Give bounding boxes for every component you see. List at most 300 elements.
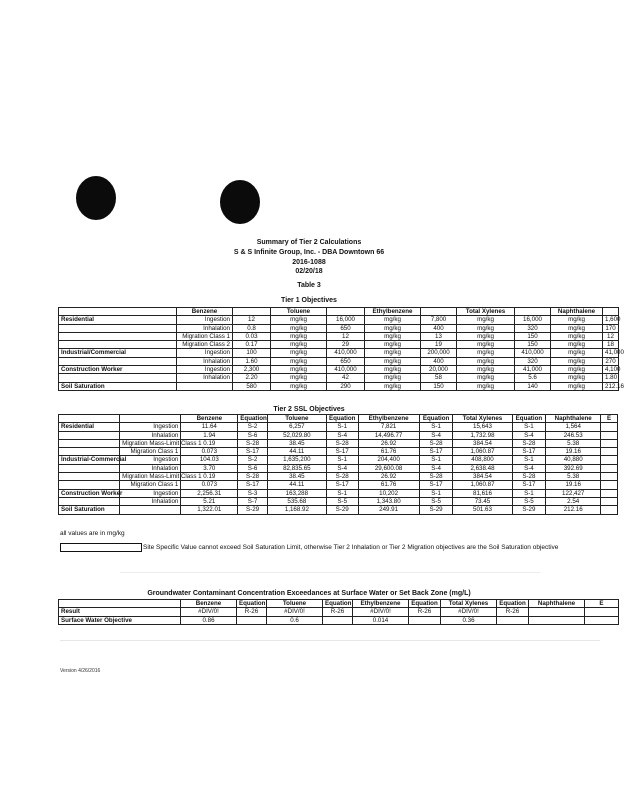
tier1-cell: 212.16 [603,382,619,390]
tier2-cell [601,473,618,481]
gw-cell: #DIV/0! [267,608,323,616]
tier2-cell [59,464,120,472]
tier2-cell: S-1 [419,489,453,497]
gw-cell: 0.6 [267,616,323,624]
tier2-cell: S-28 [238,439,268,447]
gw-header-cell: Total Xylenes [441,600,497,608]
tier2-cell: 82,835.65 [267,464,326,472]
tier2-cell [601,481,618,489]
tier2-cell: 52,029.80 [267,431,326,439]
tier1-cell: mg/kg [365,341,421,349]
gw-cell: Surface Water Objective [59,616,181,624]
tier1-cell: 4,100 [603,366,619,374]
tier2-cell: 1,635,200 [267,456,326,464]
tier2-header-cell: E [601,415,618,423]
tier2-cell: 212.16 [546,506,601,514]
tier1-cell: Ingestion [177,316,233,324]
tier1-cell [59,341,177,349]
tier1-cell: 1.80 [603,374,619,382]
tier1-cell: 16,000 [327,316,365,324]
tier2-cell: 61.76 [358,481,419,489]
tier1-cell: mg/kg [457,332,515,340]
tier2-cell [601,506,618,514]
tier1-cell: 270 [603,357,619,365]
gw-table [58,599,619,625]
tier1-cell: 18 [603,341,619,349]
tier2-cell: 104.03 [181,456,238,464]
tier2-cell: 246.53 [546,431,601,439]
tier1-row [59,374,619,382]
tier2-cell: S-4 [512,464,546,472]
tier2-row [59,439,618,447]
tier2-cell: 44.11 [267,448,326,456]
gw-cell: R-26 [237,608,267,616]
tier2-header-cell: Total Xylenes [453,415,512,423]
tier2-cell: S-28 [512,473,546,481]
tier1-cell: Ingestion [177,349,233,357]
tier1-cell: mg/kg [365,324,421,332]
tier2-cell: 163,288 [267,489,326,497]
tier2-header-cell [59,415,120,423]
tier2-cell: 0.19 [181,439,238,447]
tier1-cell: mg/kg [457,357,515,365]
tier2-cell: S-28 [238,473,268,481]
tier1-cell: 13 [421,332,457,340]
tier2-cell: S-5 [326,497,358,505]
tier1-cell: 12 [603,332,619,340]
gw-cell [237,616,267,624]
gw-cell: 0.36 [441,616,497,624]
tier2-cell: 249.91 [358,506,419,514]
tier2-cell: Inhalation [120,431,181,439]
tier2-row [59,497,618,505]
tier1-cell: mg/kg [271,357,327,365]
tier1-header-cell: Benzene [177,308,233,316]
tier1-cell: mg/kg [365,382,421,390]
tier2-cell: Inhalation [120,497,181,505]
tier1-row [59,349,619,357]
tier2-cell: S-4 [512,431,546,439]
gw-cell: #DIV/0! [181,608,237,616]
tier2-header-cell: Equation [419,415,453,423]
gw-header-cell: Benzene [181,600,237,608]
tier2-cell: S-28 [419,473,453,481]
tier2-cell: S-17 [419,481,453,489]
tier1-header-cell: Toluene [271,308,327,316]
tier2-cell [59,481,120,489]
tier1-cell [59,332,177,340]
tier2-header-cell: Benzene [181,415,238,423]
tier2-cell: 38.45 [267,439,326,447]
tier1-cell: 580 [233,382,271,390]
tier2-cell: S-1 [512,489,546,497]
tier2-cell: S-28 [419,439,453,447]
tier2-cell: Industrial-Commercial [59,456,120,464]
tier1-row [59,316,619,324]
tier2-cell: Ingestion [120,456,181,464]
tier1-cell: 1,600 [603,316,619,324]
tier1-cell: mg/kg [457,366,515,374]
tier1-cell: 650 [327,324,365,332]
tier2-header-cell: Toluene [267,415,326,423]
gw-header-cell: Equation [409,600,441,608]
tier1-cell: mg/kg [457,324,515,332]
tier2-header-row [59,415,618,423]
tier1-cell: mg/kg [365,366,421,374]
tier2-cell [59,431,120,439]
tier2-header-cell: Ethylbenzene [358,415,419,423]
tier1-cell: 200,000 [421,349,457,357]
tier2-cell: Inhalation [120,464,181,472]
tier1-cell: Inhalation [177,324,233,332]
scan-noise [120,572,540,573]
tier1-cell: mg/kg [551,357,603,365]
tier1-header-cell: Naphthalene [551,308,603,316]
tier1-cell: 0.17 [233,341,271,349]
tier1-cell: mg/kg [457,374,515,382]
gw-cell [585,608,619,616]
tier1-cell: mg/kg [551,332,603,340]
tier2-cell: 1,732.98 [453,431,512,439]
tier1-cell: 140 [515,382,551,390]
tier2-cell: S-1 [326,423,358,431]
tier1-cell: 29 [327,341,365,349]
tier2-cell: 122,427 [546,489,601,497]
tier2-cell: 0.073 [181,448,238,456]
tier1-cell: 410,000 [327,366,365,374]
legend-swatch [60,543,142,552]
tier2-cell: S-29 [326,506,358,514]
tier1-row [59,382,619,390]
tier2-cell: Ingestion [120,423,181,431]
tier2-cell: 5.21 [181,497,238,505]
tier2-cell: 1.94 [181,431,238,439]
gw-header-cell: Equation [237,600,267,608]
tier1-row [59,332,619,340]
tier2-cell: 1,564 [546,423,601,431]
tier2-cell: S-3 [238,489,268,497]
tier2-cell: 408,800 [453,456,512,464]
tier1-cell: mg/kg [551,382,603,390]
tier1-cell: 320 [515,324,551,332]
tier1-cell: 320 [515,357,551,365]
tier2-cell: 2.54 [546,497,601,505]
tier1-header-cell [603,308,619,316]
tier2-cell: S-2 [238,423,268,431]
tier1-cell: mg/kg [271,324,327,332]
tier1-header-cell: Ethylbenzene [365,308,421,316]
gw-cell [497,616,529,624]
tier2-cell: 5.38 [546,439,601,447]
tier2-row [59,464,618,472]
tier1-cell: 410,000 [515,349,551,357]
tier1-cell: mg/kg [271,349,327,357]
tier2-cell: 384.54 [453,439,512,447]
tier2-cell: 1,060.87 [453,481,512,489]
tier1-cell: 5.6 [515,374,551,382]
tier1-cell: 290 [327,382,365,390]
gw-header-cell: E [585,600,619,608]
gw-cell: #DIV/0! [353,608,409,616]
tier1-cell: 58 [421,374,457,382]
tier1-row [59,324,619,332]
tier2-cell: 26.92 [358,473,419,481]
tier1-cell: mg/kg [365,357,421,365]
tier1-cell: mg/kg [551,349,603,357]
tier2-cell: 0.073 [181,481,238,489]
tier2-row [59,481,618,489]
tier2-cell: S-29 [512,506,546,514]
tier2-cell: S-4 [326,464,358,472]
tier1-row [59,357,619,365]
tier2-cell: S-4 [419,431,453,439]
scan-noise [60,640,600,641]
tier2-cell: S-28 [512,439,546,447]
tier2-cell: 15,643 [453,423,512,431]
tier1-cell: Inhalation [177,374,233,382]
tier2-cell: S-17 [512,481,546,489]
tier2-cell: 19.16 [546,481,601,489]
tier1-cell: mg/kg [551,366,603,374]
tier2-cell [59,448,120,456]
tier1-cell [177,382,233,390]
tier2-cell: 14,496.77 [358,431,419,439]
tier2-cell [601,456,618,464]
tier2-cell: 1,322.01 [181,506,238,514]
tier1-cell: 150 [515,341,551,349]
tier2-cell: Migration Class 1 [120,481,181,489]
tier2-cell: 2,256.31 [181,489,238,497]
tier1-cell: 150 [515,332,551,340]
tier2-header-cell: Equation [238,415,268,423]
gw-cell: #DIV/0! [441,608,497,616]
tier2-cell: S-17 [512,448,546,456]
gw-cell: 0.86 [181,616,237,624]
tier1-cell: 400 [421,357,457,365]
gw-header-cell: Equation [323,600,353,608]
gw-header-cell: Naphthalene [529,600,585,608]
tier2-cell: 29,600.08 [358,464,419,472]
tier2-cell [601,431,618,439]
tier2-row [59,473,618,481]
tier1-cell: 170 [603,324,619,332]
tier2-cell: Migration Class 1 [120,448,181,456]
tier2-cell [120,506,181,514]
gw-header-cell: Toluene [267,600,323,608]
tier2-row [59,506,618,514]
tier1-cell: 7,800 [421,316,457,324]
tier1-cell: Industrial/Commercial [59,349,177,357]
tier2-cell: S-4 [419,464,453,472]
tier1-cell [59,357,177,365]
tier1-cell: 0.03 [233,332,271,340]
tier2-cell: 6,257 [267,423,326,431]
tier1-cell: 41,000 [515,366,551,374]
tier2-cell: 0.19 [181,473,238,481]
tier2-cell: 5.38 [546,473,601,481]
tier2-cell: 384.54 [453,473,512,481]
tier1-cell: Ingestion [177,366,233,374]
version-footer: Version 4/26/2016 [60,668,101,674]
gw-cell: Result [59,608,181,616]
tier2-cell: S-7 [238,497,268,505]
tier2-cell [59,497,120,505]
tier1-cell: 16,000 [515,316,551,324]
tier2-cell: 38.45 [267,473,326,481]
tier2-cell: Migration Mass-Limit Class 1 [120,439,181,447]
tier2-row [59,431,618,439]
tier1-cell: 2,300 [233,366,271,374]
tier1-header-row [59,308,619,316]
tier1-cell: Migration Class 1 [177,332,233,340]
tier2-cell: S-29 [238,506,268,514]
punch-hole-right [220,180,260,224]
tier1-cell: mg/kg [457,341,515,349]
gw-cell [529,616,585,624]
tier2-cell: S-6 [238,464,268,472]
tier2-header-cell: Equation [512,415,546,423]
tier1-table [58,307,624,391]
tier2-cell: 11.64 [181,423,238,431]
tier2-row [59,448,618,456]
tier1-caption: Tier 1 Objectives [281,297,337,304]
tier2-cell: 501.63 [453,506,512,514]
tier2-cell: 44.11 [267,481,326,489]
tier1-cell: 2.20 [233,374,271,382]
tier1-cell: Residential [59,316,177,324]
tier1-cell: 20,000 [421,366,457,374]
tier2-cell: 1,343.80 [358,497,419,505]
tier2-cell: 61.76 [358,448,419,456]
gw-row [59,608,619,616]
gw-row [59,616,619,624]
gw-cell [529,608,585,616]
tier2-cell: 73.45 [453,497,512,505]
tier1-header-cell [59,308,177,316]
gw-header-cell: Ethylbenzene [353,600,409,608]
tier1-header-cell: Total Xylenes [457,308,515,316]
tier2-cell [59,473,120,481]
tier1-cell: Construction Worker [59,366,177,374]
doc-date: 02/20/18 [295,268,323,275]
tier2-cell: Construction Worker [59,489,120,497]
doc-facility-id: 2016-1088 [292,259,326,266]
tier2-cell [601,464,618,472]
tier2-cell: S-1 [326,456,358,464]
tier1-cell: mg/kg [551,316,603,324]
tier1-row [59,341,619,349]
gw-header-cell [59,600,181,608]
tier2-row [59,489,618,497]
tier1-cell: 1.60 [233,357,271,365]
tier2-cell: 26.92 [358,439,419,447]
tier2-cell: 535.68 [267,497,326,505]
tier2-cell: S-1 [512,456,546,464]
tier1-cell: mg/kg [271,341,327,349]
gw-caption: Groundwater Contaminant Concentration Exceedances at Surface Water or Set Back Zone (mg/L) [147,590,471,597]
tier1-header-cell [515,308,551,316]
tier2-cell: 81,616 [453,489,512,497]
all-values-note: all values are in mg/kg [60,530,125,537]
tier2-cell: 40,880 [546,456,601,464]
tier1-cell: 150 [421,382,457,390]
tier1-row [59,366,619,374]
tier2-cell: S-5 [512,497,546,505]
tier2-cell: S-29 [419,506,453,514]
tier2-cell: S-4 [326,431,358,439]
tier1-cell: mg/kg [457,382,515,390]
gw-cell: R-26 [323,608,353,616]
tier1-cell: mg/kg [365,316,421,324]
tier1-cell: 400 [421,324,457,332]
tier2-cell [601,489,618,497]
tier1-cell: 42 [327,374,365,382]
doc-title: Summary of Tier 2 Calculations [256,239,362,246]
tier2-caption: Tier 2 SSL Objectives [273,406,345,413]
tier1-cell: 41,000 [603,349,619,357]
tier1-cell: mg/kg [271,382,327,390]
tier2-cell [601,423,618,431]
tier1-cell: mg/kg [271,366,327,374]
table-label: Table 3 [297,282,321,289]
tier2-cell: 2,638.48 [453,464,512,472]
gw-cell [585,616,619,624]
tier1-cell: mg/kg [271,332,327,340]
tier2-cell: 1,060.87 [453,448,512,456]
tier2-table [58,414,618,515]
tier1-cell: mg/kg [365,332,421,340]
tier2-cell [601,439,618,447]
tier2-cell: S-17 [326,448,358,456]
tier1-cell: Inhalation [177,357,233,365]
tier1-cell: 410,000 [327,349,365,357]
tier1-header-cell [327,308,365,316]
gw-cell: R-26 [409,608,441,616]
tier2-cell: 1,168.92 [267,506,326,514]
tier1-cell: mg/kg [457,349,515,357]
gw-cell: 0.014 [353,616,409,624]
tier1-cell: 19 [421,341,457,349]
tier2-cell: S-17 [419,448,453,456]
tier1-cell: mg/kg [365,349,421,357]
tier1-cell [59,324,177,332]
gw-header-cell: Equation [497,600,529,608]
tier2-cell: S-2 [238,456,268,464]
tier1-cell: Soil Saturation [59,382,177,390]
tier2-cell: S-1 [419,456,453,464]
tier2-cell: S-6 [238,431,268,439]
tier1-cell: mg/kg [457,316,515,324]
tier1-cell: 650 [327,357,365,365]
tier2-header-cell: Equation [326,415,358,423]
gw-cell [409,616,441,624]
tier2-cell: S-17 [238,481,268,489]
tier2-row [59,456,618,464]
tier2-cell: 3.70 [181,464,238,472]
tier1-cell: mg/kg [551,324,603,332]
tier2-cell: 19.16 [546,448,601,456]
tier2-cell: 10,202 [358,489,419,497]
tier2-cell: 392.69 [546,464,601,472]
tier2-cell: Soil Saturation [59,506,120,514]
tier1-cell: mg/kg [551,341,603,349]
punch-hole-top [76,176,116,220]
tier2-cell: 7,821 [358,423,419,431]
tier2-cell [601,448,618,456]
tier1-cell: mg/kg [551,374,603,382]
gw-cell: R-26 [497,608,529,616]
tier1-header-cell [421,308,457,316]
